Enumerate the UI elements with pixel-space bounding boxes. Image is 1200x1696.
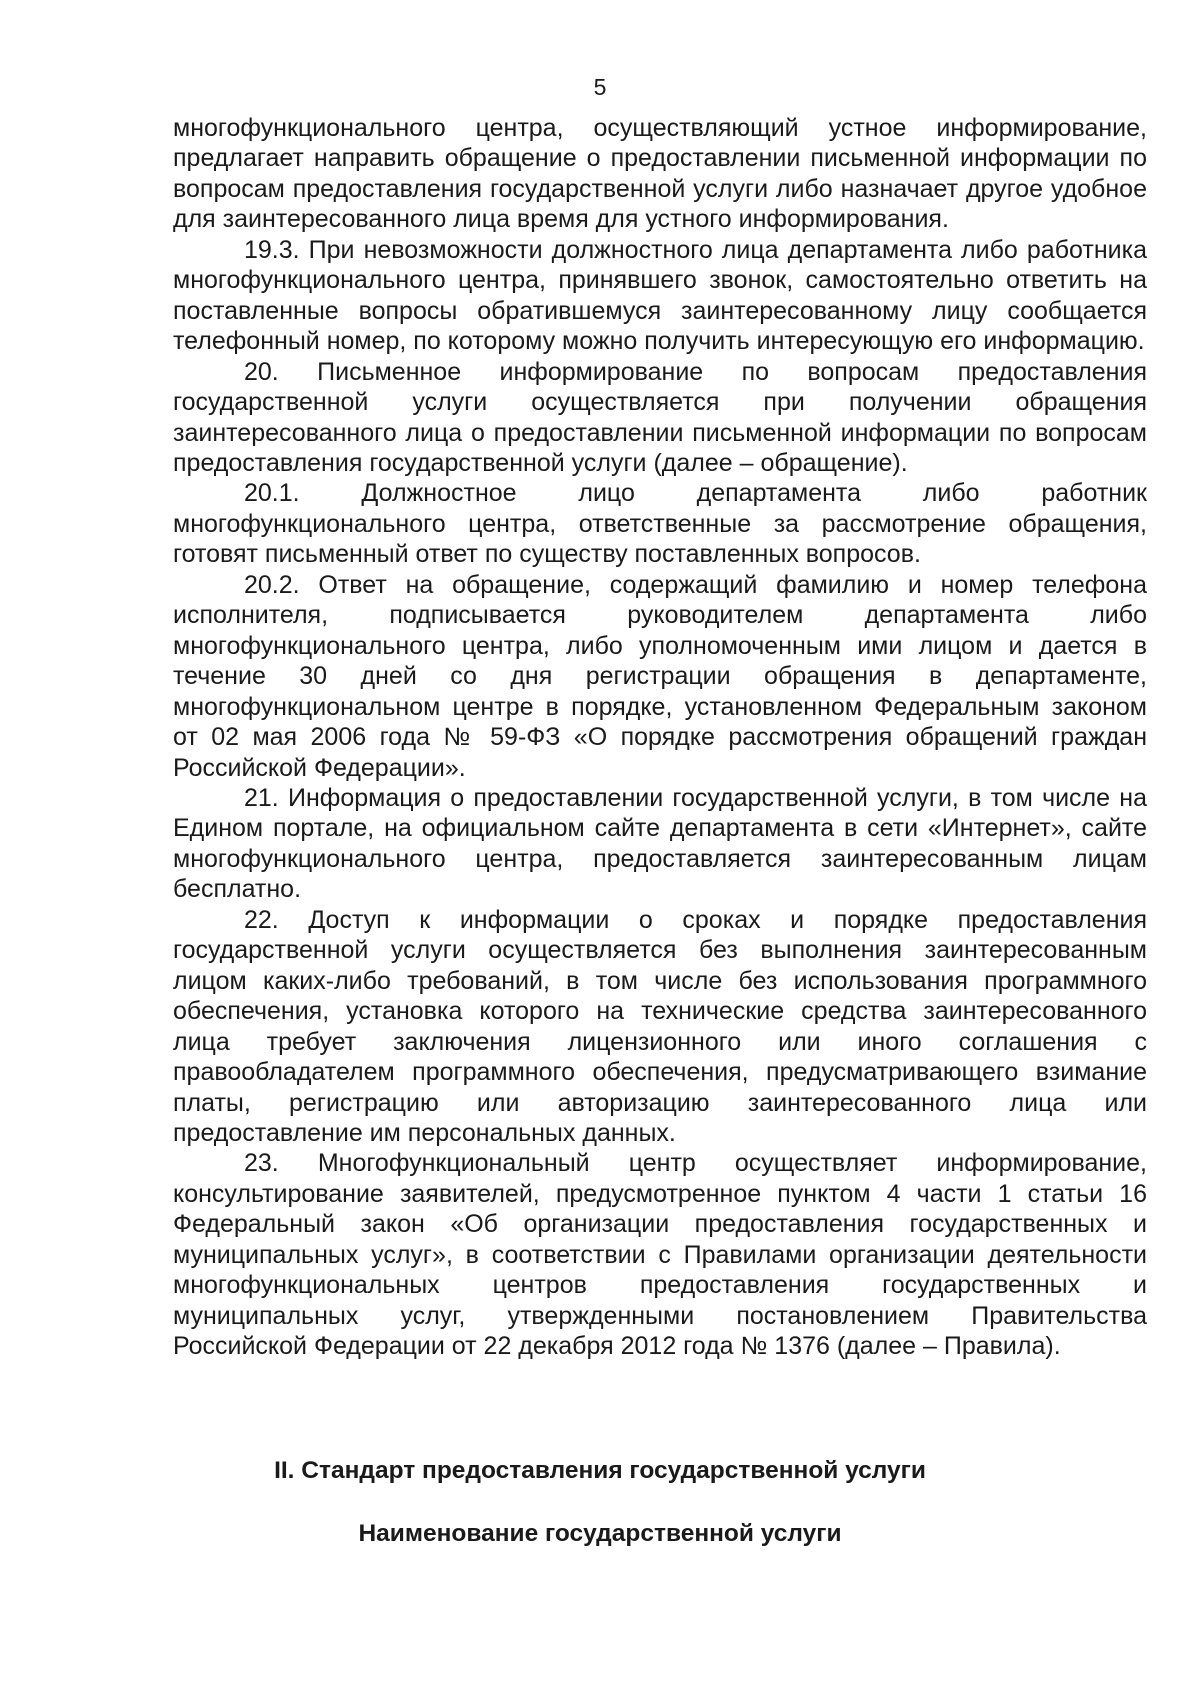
page-number: 5 <box>593 74 607 100</box>
paragraph-20: 20. Письменное информирование по вопросам предоставления государственной услуги осуществляется при получении обращения заинтересованного лица о предоставлении письменной информации по вопросам предоставления государственной услуги (далее – обращение). <box>173 357 1147 477</box>
paragraph-20-2: 20.2. Ответ на обращение, содержащий фамилию и номер телефона исполнителя, подписывается руководителем департамента либо многофункционального центра, либо уполномоченным ими лицом и дается в течение 30 дней со дня регистрации обращения в департаменте, многофункциональном центре в порядке, установленном Федеральным законом от 02 мая 2006 года № 59-ФЗ «О порядке рассмотрения обращений граждан Российской Федерации». <box>173 570 1147 782</box>
paragraph-continuation: многофункционального центра, осуществляющий устное информирование, предлагает направить обращение о предоставлении письменной информации по вопросам предоставления государственной услуги либо назначает другое удобное для заинтересованного лица время для устного информирования. <box>173 114 1147 234</box>
paragraph-19-3: 19.3. При невозможности должностного лица департамента либо работника многофункционального центра, принявшего звонок, самостоятельно ответить на поставленные вопросы обратившемуся заинтересованному лицу сообщается телефонный номер, по которому можно получить интересующую его информацию. <box>173 235 1147 356</box>
paragraph-22: 22. Доступ к информации о сроках и порядке предоставления государственной услуги осуществляется без выполнения заинтересованным лицом каких-либо требований, в том числе без использования программного обеспечения, установка которого на технические средства заинтересованного лица требует заключения лицензионного или иного соглашения с правообладателем программного обеспечения, предусматривающего взимание платы, регистрацию или авторизацию заинтересованного лица или предоставление им персональных данных. <box>173 905 1147 1147</box>
section-heading: II. Стандарт предоставления государственной услуги <box>274 1457 926 1484</box>
paragraph-23: 23. Многофункциональный центр осуществляет информирование, консультирование заявителей, предусмотренное пунктом 4 части 1 статьи 16 Федеральный закон «Об организации предоставления государственных и муниципальных услуг», в соответствии с Правилами организации деятельности многофункциональных центров предоставления государственных и муниципальных услуг, утвержденными постановлением Правительства Российской Федерации от 22 декабря 2012 года № 1376 (далее – Правила). <box>173 1149 1147 1361</box>
paragraph-20-1: 20.1. Должностное лицо департамента либо работник многофункционального центра, ответственные за рассмотрение обращения, готовят письменный ответ по существу поставленных вопросов. <box>173 479 1147 569</box>
paragraph-21: 21. Информация о предоставлении государственной услуги, в том числе на Едином портале, на официальном сайте департамента в сети «Интернет», сайте многофункционального центра, предоставляется заинтересованным лицам бесплатно. <box>173 783 1147 904</box>
document-body <box>173 113 1147 1362</box>
subsection-heading: Наименование государственной услуги <box>358 1520 842 1547</box>
